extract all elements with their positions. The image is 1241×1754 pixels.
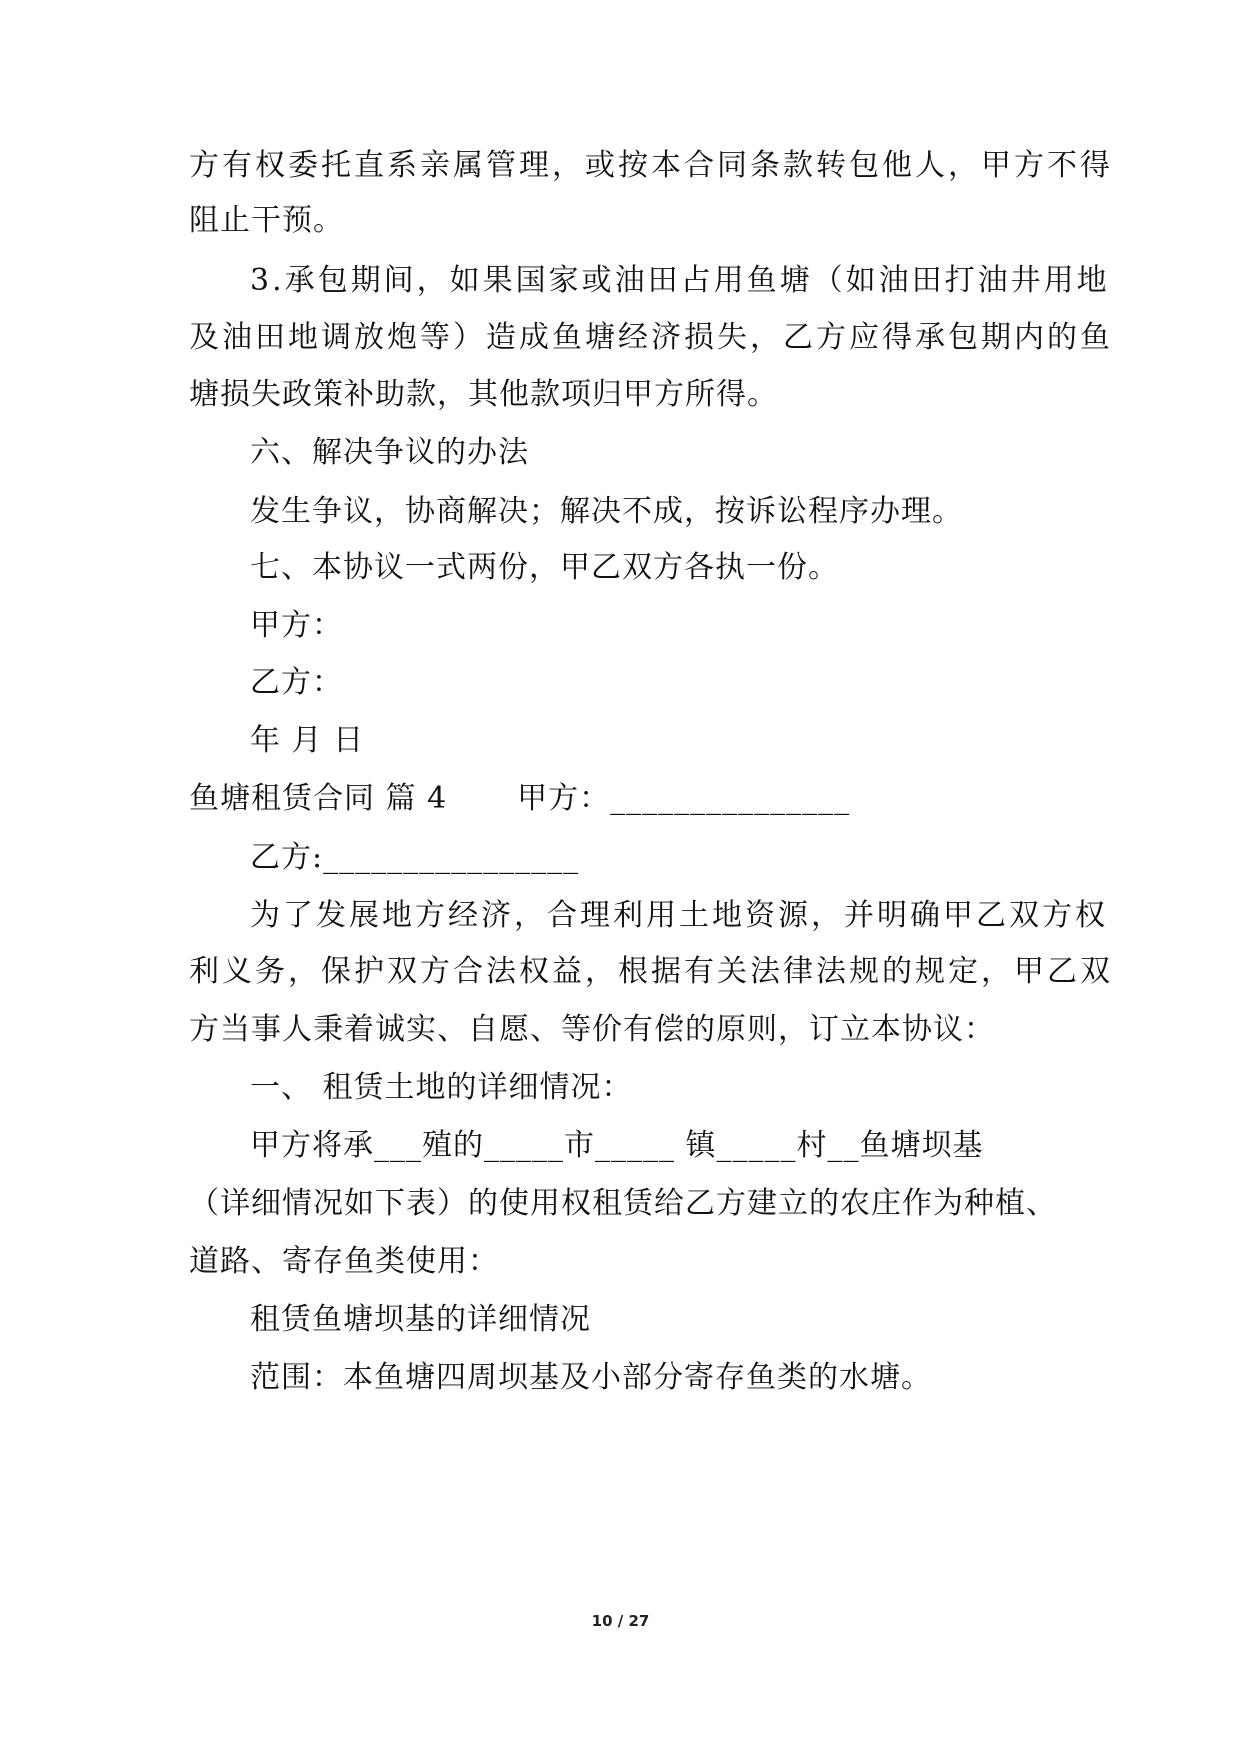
body-text-line: 方当事人秉着诚实、自愿、等价有偿的原则，订立本协议： (189, 1012, 995, 1047)
body-text-line: 发生争议，协商解决；解决不成，按诉讼程序办理。 (250, 494, 963, 529)
signature-date: 年 月 日 (250, 723, 365, 758)
page-number: 10 / 27 (591, 1612, 650, 1630)
body-text-line: 租赁鱼塘坝基的详细情况 (250, 1302, 591, 1337)
body-text-line: 道路、寄存鱼类使用： (189, 1244, 499, 1279)
body-text-line: 塘损失政策补助款，其他款项归甲方所得。 (189, 377, 778, 412)
party-a-field: 甲方：_______________ (517, 781, 851, 816)
party-b-field: 乙方:________________ (250, 840, 580, 875)
section-heading: 六、解决争议的办法 (250, 435, 529, 470)
signature-party-b: 乙方： (250, 665, 343, 700)
body-text-line: 范围：本鱼塘四周坝基及小部分寄存鱼类的水塘。 (250, 1360, 932, 1395)
body-text-line: 方有权委托直系亲属管理，或按本合同条款转包他人，甲方不得 (189, 148, 1113, 183)
signature-party-a: 甲方： (250, 608, 343, 643)
body-text-line: 阻止干预。 (189, 203, 344, 238)
body-text-line: 3.承包期间，如果国家或油田占用鱼塘（如油田打油井用地 (250, 263, 1110, 298)
body-text-line: 七、本协议一式两份，甲乙双方各执一份。 (250, 550, 839, 585)
body-text-line: 利义务，保护双方合法权益，根据有关法律法规的规定，甲乙双 (189, 954, 1113, 989)
body-text-line: 及油田地调放炮等）造成鱼塘经济损失，乙方应得承包期内的鱼 (189, 320, 1113, 355)
body-text-line: 甲方将承___殖的_____市_____ 镇_____村__鱼塘坝基 (250, 1128, 984, 1163)
contract-title: 鱼塘租赁合同 篇 4 (189, 781, 448, 816)
contract-heading-line (189, 779, 850, 819)
body-text-line: （详细情况如下表）的使用权租赁给乙方建立的农庄作为种植、 (189, 1186, 1057, 1221)
body-text-line: 为了发展地方经济，合理利用土地资源，并明确甲乙双方权 (250, 898, 1108, 933)
section-heading: 一、 租赁土地的详细情况： (250, 1070, 633, 1105)
